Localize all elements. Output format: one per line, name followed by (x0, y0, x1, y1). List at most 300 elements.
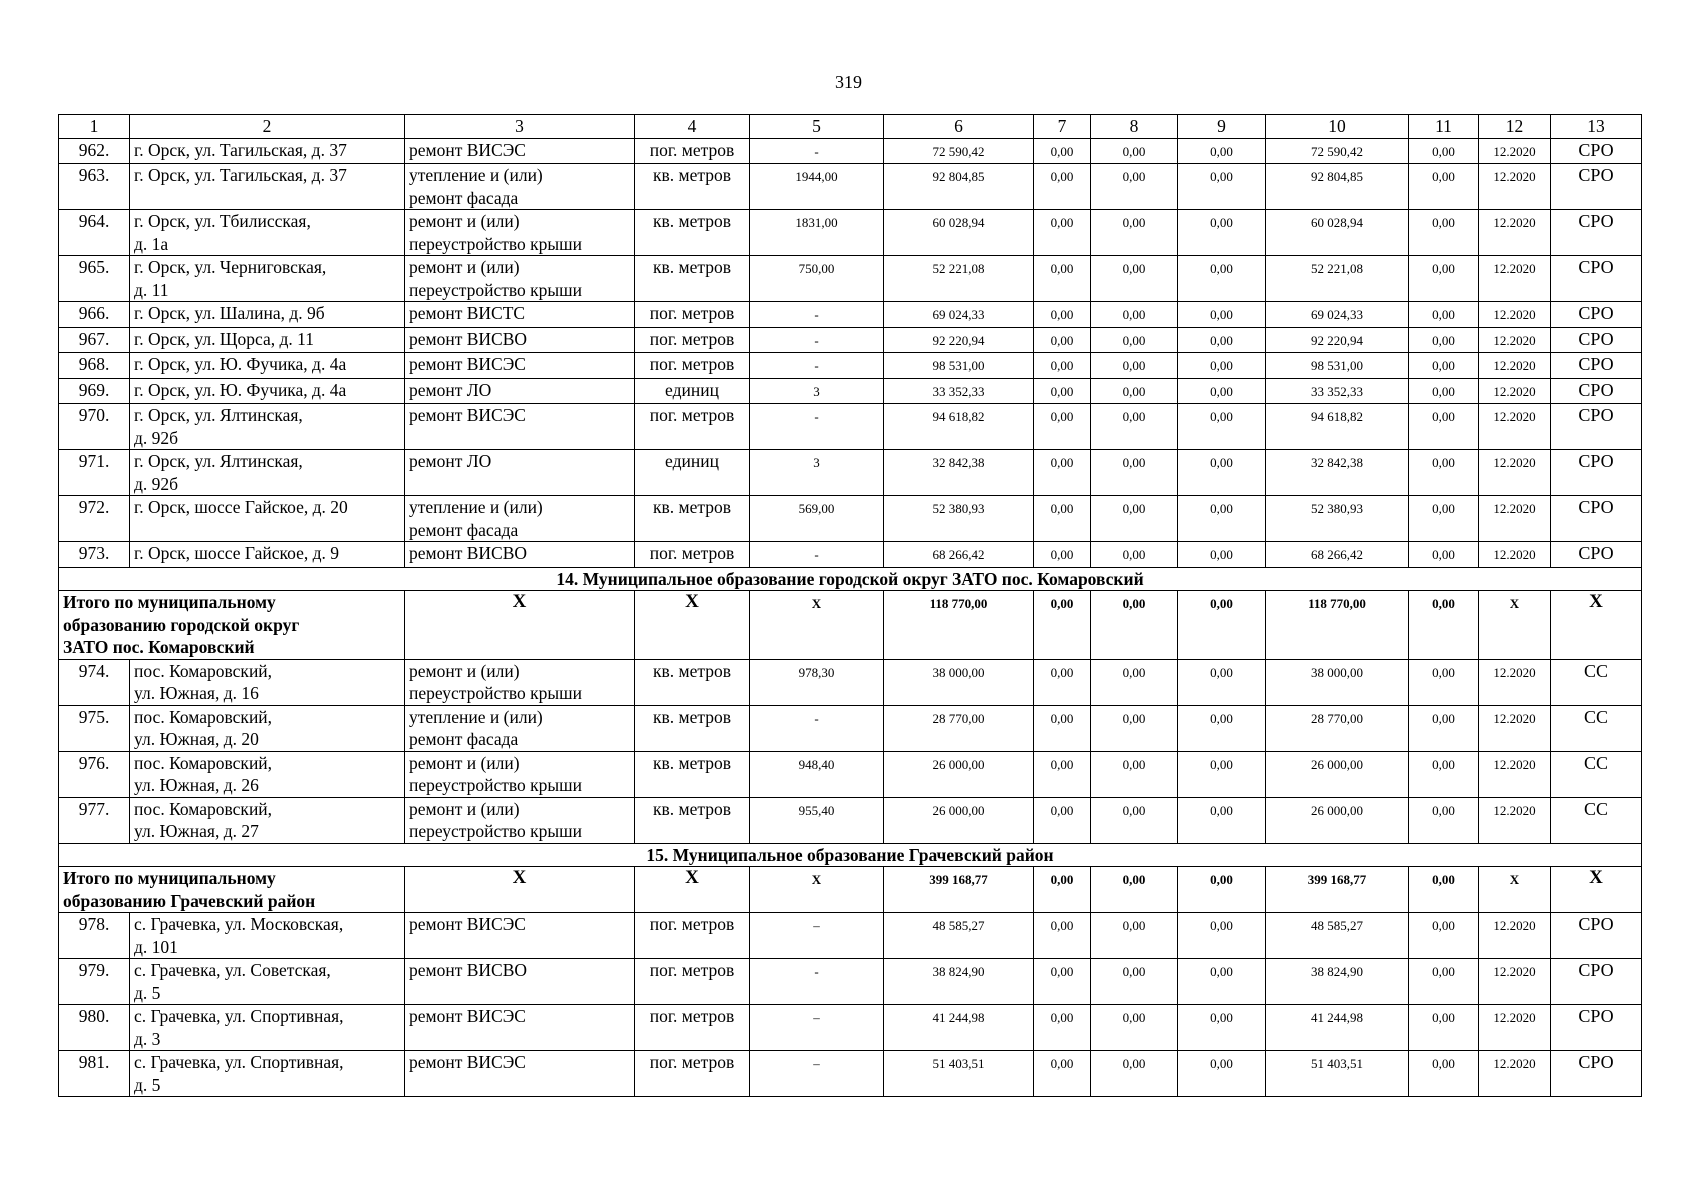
work-type: ремонт ВИСВО (405, 542, 635, 568)
column-number-2: 2 (130, 115, 405, 139)
table-row (59, 496, 1642, 542)
col10-value: 52 380,93 (1266, 496, 1409, 542)
fund-code: СРО (1551, 327, 1642, 353)
row-number: 974. (59, 659, 130, 705)
col7-value: 0,00 (1034, 751, 1091, 797)
fund-code: СРО (1551, 404, 1642, 450)
quantity: 1831,00 (750, 210, 884, 256)
subtotal-label: Итого по муниципальному образованию Грачевский район (59, 867, 405, 913)
col11-value: 0,00 (1409, 450, 1479, 496)
col10-value: 92 220,94 (1266, 327, 1409, 353)
column-number-7: 7 (1034, 115, 1091, 139)
fund-code: СРО (1551, 1051, 1642, 1097)
unit: кв. метров (635, 496, 750, 542)
address: пос. Комаровский, ул. Южная, д. 16 (130, 659, 405, 705)
unit: пог. метров (635, 1005, 750, 1051)
fund-code: СРО (1551, 164, 1642, 210)
table-row (59, 164, 1642, 210)
fund-code: СРО (1551, 302, 1642, 328)
row-number: 964. (59, 210, 130, 256)
col9-value: 0,00 (1178, 705, 1266, 751)
subtotal-label: Итого по муниципальному образованию городской округ ЗАТО пос. Комаровский (59, 591, 405, 660)
address: пос. Комаровский, ул. Южная, д. 26 (130, 751, 405, 797)
col7-value: 0,00 (1034, 659, 1091, 705)
fund-code: СРО (1551, 1005, 1642, 1051)
col9-value: 0,00 (1178, 959, 1266, 1005)
col10-value: 72 590,42 (1266, 138, 1409, 164)
col8-value: 0,00 (1091, 302, 1178, 328)
quantity: 3 (750, 378, 884, 404)
row-number: 980. (59, 1005, 130, 1051)
col8-value: 0,00 (1091, 705, 1178, 751)
row-number: 972. (59, 496, 130, 542)
address: с. Грачевка, ул. Советская, д. 5 (130, 959, 405, 1005)
row-number: 981. (59, 1051, 130, 1097)
total-cost: 92 804,85 (884, 164, 1034, 210)
subtotal-col9: 0,00 (1178, 867, 1266, 913)
unit: пог. метров (635, 404, 750, 450)
quantity: - (750, 302, 884, 328)
col7-value: 0,00 (1034, 404, 1091, 450)
col9-value: 0,00 (1178, 913, 1266, 959)
subtotal-code: X (1551, 591, 1642, 660)
subtotal-col11: 0,00 (1409, 591, 1479, 660)
quantity: 569,00 (750, 496, 884, 542)
subtotal-row (59, 591, 1642, 660)
work-type: ремонт и (или) переустройство крыши (405, 797, 635, 843)
table-row (59, 256, 1642, 302)
completion-date: 12.2020 (1479, 959, 1551, 1005)
col10-value: 94 618,82 (1266, 404, 1409, 450)
total-cost: 41 244,98 (884, 1005, 1034, 1051)
unit: кв. метров (635, 659, 750, 705)
col11-value: 0,00 (1409, 659, 1479, 705)
col11-value: 0,00 (1409, 751, 1479, 797)
subtotal-work: X (405, 591, 635, 660)
total-cost: 51 403,51 (884, 1051, 1034, 1097)
address: г. Орск, шоссе Гайское, д. 9 (130, 542, 405, 568)
col7-value: 0,00 (1034, 210, 1091, 256)
col9-value: 0,00 (1178, 404, 1266, 450)
col11-value: 0,00 (1409, 256, 1479, 302)
col11-value: 0,00 (1409, 353, 1479, 379)
unit: пог. метров (635, 302, 750, 328)
unit: пог. метров (635, 959, 750, 1005)
col10-value: 26 000,00 (1266, 751, 1409, 797)
address: г. Орск, ул. Ялтинская, д. 92б (130, 404, 405, 450)
col9-value: 0,00 (1178, 327, 1266, 353)
unit: пог. метров (635, 542, 750, 568)
col11-value: 0,00 (1409, 496, 1479, 542)
table-row (59, 751, 1642, 797)
subtotal-code: X (1551, 867, 1642, 913)
col9-value: 0,00 (1178, 496, 1266, 542)
subtotal-col8: 0,00 (1091, 867, 1178, 913)
col11-value: 0,00 (1409, 378, 1479, 404)
column-number-8: 8 (1091, 115, 1178, 139)
completion-date: 12.2020 (1479, 138, 1551, 164)
column-number-10: 10 (1266, 115, 1409, 139)
unit: кв. метров (635, 256, 750, 302)
work-type: ремонт ВИСЭС (405, 1051, 635, 1097)
col9-value: 0,00 (1178, 353, 1266, 379)
subtotal-qty: X (750, 867, 884, 913)
col8-value: 0,00 (1091, 959, 1178, 1005)
quantity: - (750, 138, 884, 164)
completion-date: 12.2020 (1479, 404, 1551, 450)
col11-value: 0,00 (1409, 404, 1479, 450)
unit: пог. метров (635, 913, 750, 959)
completion-date: 12.2020 (1479, 1051, 1551, 1097)
col7-value: 0,00 (1034, 378, 1091, 404)
address: г. Орск, ул. Шалина, д. 9б (130, 302, 405, 328)
total-cost: 94 618,82 (884, 404, 1034, 450)
table-row (59, 138, 1642, 164)
col11-value: 0,00 (1409, 913, 1479, 959)
quantity: 1944,00 (750, 164, 884, 210)
completion-date: 12.2020 (1479, 751, 1551, 797)
total-cost: 38 824,90 (884, 959, 1034, 1005)
table-row (59, 659, 1642, 705)
total-cost: 98 531,00 (884, 353, 1034, 379)
quantity: - (750, 959, 884, 1005)
col7-value: 0,00 (1034, 1005, 1091, 1051)
col11-value: 0,00 (1409, 542, 1479, 568)
col8-value: 0,00 (1091, 256, 1178, 302)
work-type: ремонт и (или) переустройство крыши (405, 210, 635, 256)
address: пос. Комаровский, ул. Южная, д. 20 (130, 705, 405, 751)
row-number: 976. (59, 751, 130, 797)
fund-code: СРО (1551, 138, 1642, 164)
col11-value: 0,00 (1409, 1005, 1479, 1051)
row-number: 965. (59, 256, 130, 302)
quantity: 978,30 (750, 659, 884, 705)
col8-value: 0,00 (1091, 542, 1178, 568)
col10-value: 92 804,85 (1266, 164, 1409, 210)
row-number: 978. (59, 913, 130, 959)
total-cost: 38 000,00 (884, 659, 1034, 705)
col11-value: 0,00 (1409, 138, 1479, 164)
subtotal-row (59, 867, 1642, 913)
row-number: 967. (59, 327, 130, 353)
col9-value: 0,00 (1178, 450, 1266, 496)
column-number-1: 1 (59, 115, 130, 139)
quantity: – (750, 1051, 884, 1097)
table-row (59, 959, 1642, 1005)
table-row (59, 797, 1642, 843)
col8-value: 0,00 (1091, 404, 1178, 450)
subtotal-work: X (405, 867, 635, 913)
address: г. Орск, шоссе Гайское, д. 20 (130, 496, 405, 542)
section-heading-row (59, 567, 1642, 591)
col9-value: 0,00 (1178, 164, 1266, 210)
table-row (59, 353, 1642, 379)
table-row (59, 327, 1642, 353)
col11-value: 0,00 (1409, 1051, 1479, 1097)
work-type: ремонт ВИСЭС (405, 913, 635, 959)
address: г. Орск, ул. Черниговская, д. 11 (130, 256, 405, 302)
col8-value: 0,00 (1091, 913, 1178, 959)
work-type: ремонт и (или) переустройство крыши (405, 256, 635, 302)
quantity: - (750, 353, 884, 379)
table-row (59, 705, 1642, 751)
col7-value: 0,00 (1034, 450, 1091, 496)
row-number: 970. (59, 404, 130, 450)
work-type: ремонт ЛО (405, 378, 635, 404)
completion-date: 12.2020 (1479, 210, 1551, 256)
col7-value: 0,00 (1034, 959, 1091, 1005)
col8-value: 0,00 (1091, 496, 1178, 542)
fund-code: СС (1551, 705, 1642, 751)
col9-value: 0,00 (1178, 256, 1266, 302)
col9-value: 0,00 (1178, 302, 1266, 328)
col10-value: 28 770,00 (1266, 705, 1409, 751)
unit: пог. метров (635, 327, 750, 353)
col8-value: 0,00 (1091, 1005, 1178, 1051)
total-cost: 48 585,27 (884, 913, 1034, 959)
col9-value: 0,00 (1178, 138, 1266, 164)
column-number-4: 4 (635, 115, 750, 139)
quantity: 955,40 (750, 797, 884, 843)
completion-date: 12.2020 (1479, 913, 1551, 959)
col9-value: 0,00 (1178, 797, 1266, 843)
section-heading-row (59, 843, 1642, 867)
col7-value: 0,00 (1034, 797, 1091, 843)
unit: кв. метров (635, 797, 750, 843)
fund-code: СС (1551, 659, 1642, 705)
unit: кв. метров (635, 751, 750, 797)
col11-value: 0,00 (1409, 210, 1479, 256)
total-cost: 92 220,94 (884, 327, 1034, 353)
unit: единиц (635, 450, 750, 496)
col8-value: 0,00 (1091, 327, 1178, 353)
completion-date: 12.2020 (1479, 302, 1551, 328)
address: г. Орск, ул. Ю. Фучика, д. 4а (130, 353, 405, 379)
row-number: 962. (59, 138, 130, 164)
col9-value: 0,00 (1178, 659, 1266, 705)
column-number-11: 11 (1409, 115, 1479, 139)
page-number: 319 (835, 72, 862, 92)
col11-value: 0,00 (1409, 164, 1479, 210)
total-cost: 32 842,38 (884, 450, 1034, 496)
fund-code: СРО (1551, 378, 1642, 404)
total-cost: 68 266,42 (884, 542, 1034, 568)
quantity: - (750, 404, 884, 450)
address: пос. Комаровский, ул. Южная, д. 27 (130, 797, 405, 843)
fund-code: СРО (1551, 450, 1642, 496)
work-type: ремонт и (или) переустройство крыши (405, 659, 635, 705)
subtotal-col9: 0,00 (1178, 591, 1266, 660)
subtotal-amount: 118 770,00 (884, 591, 1034, 660)
work-type: утепление и (или) ремонт фасада (405, 496, 635, 542)
col8-value: 0,00 (1091, 1051, 1178, 1097)
row-number: 971. (59, 450, 130, 496)
work-type: ремонт ВИСВО (405, 327, 635, 353)
col10-value: 33 352,33 (1266, 378, 1409, 404)
fund-code: СРО (1551, 353, 1642, 379)
col7-value: 0,00 (1034, 1051, 1091, 1097)
quantity: - (750, 327, 884, 353)
work-type: ремонт и (или) переустройство крыши (405, 751, 635, 797)
col10-value: 52 221,08 (1266, 256, 1409, 302)
fund-code: СС (1551, 751, 1642, 797)
column-number-6: 6 (884, 115, 1034, 139)
work-type: ремонт ВИСВО (405, 959, 635, 1005)
row-number: 973. (59, 542, 130, 568)
col7-value: 0,00 (1034, 496, 1091, 542)
col10-value: 69 024,33 (1266, 302, 1409, 328)
column-number-9: 9 (1178, 115, 1266, 139)
table-body (59, 115, 1642, 1097)
col8-value: 0,00 (1091, 450, 1178, 496)
col8-value: 0,00 (1091, 659, 1178, 705)
quantity: 948,40 (750, 751, 884, 797)
col10-value: 68 266,42 (1266, 542, 1409, 568)
quantity: - (750, 542, 884, 568)
work-type: ремонт ВИСЭС (405, 1005, 635, 1051)
col11-value: 0,00 (1409, 705, 1479, 751)
fund-code: СРО (1551, 913, 1642, 959)
table-row (59, 378, 1642, 404)
table-row (59, 450, 1642, 496)
col7-value: 0,00 (1034, 256, 1091, 302)
row-number: 968. (59, 353, 130, 379)
row-number: 969. (59, 378, 130, 404)
col9-value: 0,00 (1178, 378, 1266, 404)
table-row (59, 913, 1642, 959)
table-row (59, 1051, 1642, 1097)
table-row (59, 404, 1642, 450)
col8-value: 0,00 (1091, 751, 1178, 797)
total-cost: 33 352,33 (884, 378, 1034, 404)
row-number: 979. (59, 959, 130, 1005)
column-number-13: 13 (1551, 115, 1642, 139)
col8-value: 0,00 (1091, 164, 1178, 210)
completion-date: 12.2020 (1479, 450, 1551, 496)
column-number-3: 3 (405, 115, 635, 139)
col7-value: 0,00 (1034, 353, 1091, 379)
completion-date: 12.2020 (1479, 164, 1551, 210)
section-heading: 15. Муниципальное образование Грачевский район (59, 843, 1642, 867)
completion-date: 12.2020 (1479, 1005, 1551, 1051)
unit: кв. метров (635, 210, 750, 256)
subtotal-unit: X (635, 867, 750, 913)
completion-date: 12.2020 (1479, 797, 1551, 843)
col7-value: 0,00 (1034, 705, 1091, 751)
total-cost: 60 028,94 (884, 210, 1034, 256)
col8-value: 0,00 (1091, 210, 1178, 256)
total-cost: 52 221,08 (884, 256, 1034, 302)
total-cost: 28 770,00 (884, 705, 1034, 751)
subtotal-col11: 0,00 (1409, 867, 1479, 913)
row-number: 977. (59, 797, 130, 843)
table-row (59, 1005, 1642, 1051)
quantity: – (750, 1005, 884, 1051)
col11-value: 0,00 (1409, 327, 1479, 353)
subtotal-col10: 399 168,77 (1266, 867, 1409, 913)
quantity: - (750, 705, 884, 751)
col10-value: 41 244,98 (1266, 1005, 1409, 1051)
address: г. Орск, ул. Тагильская, д. 37 (130, 138, 405, 164)
address: г. Орск, ул. Ялтинская, д. 92б (130, 450, 405, 496)
subtotal-col7: 0,00 (1034, 867, 1091, 913)
completion-date: 12.2020 (1479, 496, 1551, 542)
section-heading: 14. Муниципальное образование городской округ ЗАТО пос. Комаровский (59, 567, 1642, 591)
address: с. Грачевка, ул. Спортивная, д. 3 (130, 1005, 405, 1051)
col7-value: 0,00 (1034, 164, 1091, 210)
completion-date: 12.2020 (1479, 659, 1551, 705)
completion-date: 12.2020 (1479, 353, 1551, 379)
completion-date: 12.2020 (1479, 327, 1551, 353)
subtotal-amount: 399 168,77 (884, 867, 1034, 913)
work-type: ремонт ВИСЭС (405, 404, 635, 450)
address: г. Орск, ул. Тагильская, д. 37 (130, 164, 405, 210)
unit: пог. метров (635, 138, 750, 164)
quantity: – (750, 913, 884, 959)
fund-code: СРО (1551, 959, 1642, 1005)
unit: единиц (635, 378, 750, 404)
col9-value: 0,00 (1178, 542, 1266, 568)
work-type: утепление и (или) ремонт фасада (405, 164, 635, 210)
col10-value: 60 028,94 (1266, 210, 1409, 256)
subtotal-unit: X (635, 591, 750, 660)
col7-value: 0,00 (1034, 138, 1091, 164)
row-number: 966. (59, 302, 130, 328)
col10-value: 26 000,00 (1266, 797, 1409, 843)
fund-code: СРО (1551, 496, 1642, 542)
work-type: ремонт ВИСЭС (405, 353, 635, 379)
col11-value: 0,00 (1409, 797, 1479, 843)
col7-value: 0,00 (1034, 327, 1091, 353)
unit: пог. метров (635, 1051, 750, 1097)
col10-value: 51 403,51 (1266, 1051, 1409, 1097)
subtotal-qty: X (750, 591, 884, 660)
col9-value: 0,00 (1178, 1005, 1266, 1051)
col10-value: 48 585,27 (1266, 913, 1409, 959)
fund-code: СРО (1551, 256, 1642, 302)
fund-code: СС (1551, 797, 1642, 843)
col7-value: 0,00 (1034, 542, 1091, 568)
col8-value: 0,00 (1091, 138, 1178, 164)
subtotal-col8: 0,00 (1091, 591, 1178, 660)
completion-date: 12.2020 (1479, 705, 1551, 751)
col11-value: 0,00 (1409, 959, 1479, 1005)
total-cost: 26 000,00 (884, 751, 1034, 797)
fund-code: СРО (1551, 542, 1642, 568)
column-number-5: 5 (750, 115, 884, 139)
unit: кв. метров (635, 164, 750, 210)
quantity: 3 (750, 450, 884, 496)
col9-value: 0,00 (1178, 1051, 1266, 1097)
work-type: ремонт ВИСТС (405, 302, 635, 328)
col9-value: 0,00 (1178, 210, 1266, 256)
total-cost: 26 000,00 (884, 797, 1034, 843)
col10-value: 38 000,00 (1266, 659, 1409, 705)
address: г. Орск, ул. Щорса, д. 11 (130, 327, 405, 353)
col8-value: 0,00 (1091, 353, 1178, 379)
repair-registry-table (58, 114, 1642, 1097)
col7-value: 0,00 (1034, 913, 1091, 959)
total-cost: 72 590,42 (884, 138, 1034, 164)
col9-value: 0,00 (1178, 751, 1266, 797)
table-row (59, 542, 1642, 568)
unit: пог. метров (635, 353, 750, 379)
fund-code: СРО (1551, 210, 1642, 256)
work-type: ремонт ВИСЭС (405, 138, 635, 164)
subtotal-col7: 0,00 (1034, 591, 1091, 660)
completion-date: 12.2020 (1479, 256, 1551, 302)
subtotal-date: X (1479, 591, 1551, 660)
